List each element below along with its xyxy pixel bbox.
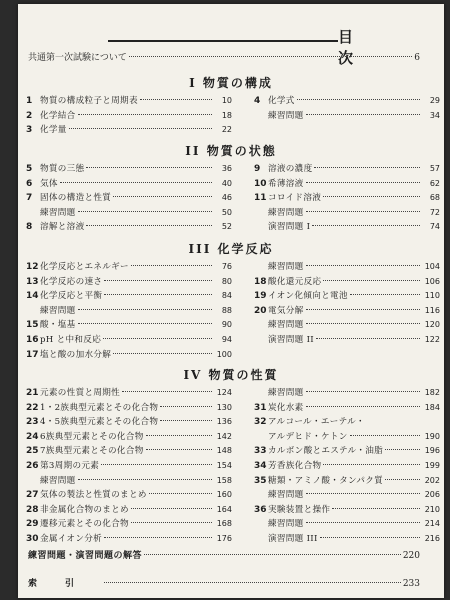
dot-leader xyxy=(78,211,212,212)
entry-label: 練習問題 xyxy=(268,490,304,501)
toc-entry xyxy=(254,415,440,430)
toc-entry xyxy=(254,304,440,319)
header-rule xyxy=(108,40,338,42)
chapter-number: 25 xyxy=(26,446,39,457)
toc-entry xyxy=(26,401,232,416)
dot-leader xyxy=(101,464,212,465)
chapter-number: 32 xyxy=(254,417,267,428)
page-number: 142 xyxy=(216,431,232,441)
toc-entry xyxy=(26,386,232,401)
page-number: 214 xyxy=(424,519,440,529)
entry-label: 塩と酸の加水分解 xyxy=(40,349,112,360)
entry-label: 化学反応と平衡 xyxy=(40,291,103,302)
toc-entry xyxy=(254,109,440,124)
toc-entry xyxy=(26,415,232,430)
footer-entry xyxy=(28,548,420,561)
chapter-number: 36 xyxy=(254,504,267,515)
entry-label: 索引 xyxy=(28,579,103,589)
entry-label: 芳香族化合物 xyxy=(268,460,322,471)
entry-label: 練習問題 xyxy=(268,519,304,530)
dot-leader xyxy=(306,182,420,183)
page-number: 100 xyxy=(216,349,232,359)
page-number: 57 xyxy=(429,164,440,173)
toc-entry xyxy=(26,109,232,124)
page-number: 160 xyxy=(216,490,232,500)
page-number: 164 xyxy=(216,504,232,514)
page-number: 233 xyxy=(402,579,420,589)
entry-label: 化学量 xyxy=(40,125,67,136)
section-title: II 物質の状態 xyxy=(185,144,277,158)
page-number: 72 xyxy=(429,207,440,217)
entry-label: 練習問題 xyxy=(40,207,76,218)
entry-label: 物質の構成粒子と周期表 xyxy=(40,96,138,106)
chapter-number: 35 xyxy=(254,475,267,486)
toc-entry xyxy=(254,444,440,459)
page-number: 148 xyxy=(216,446,232,456)
page-number: 124 xyxy=(216,388,232,397)
footer-entry xyxy=(28,576,420,589)
entry-label: 気体 xyxy=(40,178,58,189)
entry-label: 元素の性質と周期性 xyxy=(40,388,121,398)
page-number: 130 xyxy=(216,402,232,412)
entry-label: 固体の構造と性質 xyxy=(40,193,112,204)
toc-entry xyxy=(254,275,440,290)
entry-label: 練習問題 xyxy=(268,262,304,272)
dot-leader xyxy=(350,294,420,295)
page-number: 84 xyxy=(221,291,232,301)
page-number: 154 xyxy=(216,460,232,470)
section-title: I 物質の構成 xyxy=(189,76,273,90)
page-number: 40 xyxy=(221,178,232,188)
entry-label: 糖類・アミノ酸・タンパク質 xyxy=(268,475,384,486)
entry-label: 練習問題 xyxy=(268,207,304,218)
entry-label: 化学反応とエネルギー xyxy=(40,262,129,272)
toc-entry xyxy=(254,532,440,547)
entry-label: 電気分解 xyxy=(268,305,304,316)
toc-entry xyxy=(26,488,232,503)
dot-leader xyxy=(69,128,212,129)
dot-leader xyxy=(306,323,420,324)
toc-entry xyxy=(26,459,232,474)
preface-page: 6 xyxy=(414,53,420,63)
toc-entry xyxy=(26,348,232,363)
dot-leader xyxy=(314,167,420,168)
chapter-number: 19 xyxy=(254,291,267,302)
toc-entry xyxy=(26,220,232,235)
toc-entry xyxy=(26,532,232,547)
toc-entry xyxy=(26,191,232,206)
page-number: 182 xyxy=(424,388,440,397)
dot-leader xyxy=(149,493,212,494)
page-number: 176 xyxy=(216,533,232,543)
dot-leader xyxy=(160,420,212,421)
chapter-number: 26 xyxy=(26,460,39,471)
toc-column-right xyxy=(254,162,440,235)
dot-leader xyxy=(144,554,401,555)
toc-entry xyxy=(26,162,232,177)
toc-entry xyxy=(254,162,440,177)
dot-leader xyxy=(131,265,212,266)
page-number: 196 xyxy=(424,446,440,456)
chapter-number: 9 xyxy=(254,164,261,174)
page-number: 46 xyxy=(221,193,232,203)
chapter-number: 8 xyxy=(26,222,33,233)
page-number: 80 xyxy=(221,276,232,286)
page-number: 168 xyxy=(216,519,232,529)
entry-label: アルデヒド・ケトン xyxy=(268,431,348,442)
entry-label: カルボン酸とエステル・油脂 xyxy=(268,446,384,457)
entry-label: 練習問題 xyxy=(40,305,76,316)
preface-entry xyxy=(28,50,420,63)
toc-entry xyxy=(254,430,440,445)
chapter-number: 2 xyxy=(26,110,33,121)
entry-label: pH と中和反応 xyxy=(40,334,102,345)
entry-label: 酸・塩基 xyxy=(40,320,76,331)
chapter-number: 1 xyxy=(26,96,33,106)
toc-entry xyxy=(26,206,232,221)
entry-label: 練習問題 xyxy=(268,110,304,121)
entry-label: 練習問題 xyxy=(268,320,304,331)
page-number: 76 xyxy=(221,262,232,271)
toc-entry xyxy=(254,289,440,304)
page-number: 90 xyxy=(221,320,232,330)
page-number: 136 xyxy=(216,417,232,427)
entry-label: 6族典型元素とその化合物 xyxy=(40,431,144,442)
entry-label: 4・5族典型元素とその化合物 xyxy=(40,417,159,428)
section-title: IV 物質の性質 xyxy=(183,368,279,382)
chapter-number: 18 xyxy=(254,276,267,287)
toc-entry xyxy=(26,318,232,333)
dot-leader xyxy=(385,449,420,450)
page-number: 34 xyxy=(429,110,440,120)
page-number: 216 xyxy=(424,533,440,543)
page-number: 36 xyxy=(221,164,232,173)
toc-entry xyxy=(254,318,440,333)
dot-leader xyxy=(332,508,420,509)
dot-leader xyxy=(306,406,420,407)
page-number: 10 xyxy=(221,96,232,105)
entry-label: 練習問題 xyxy=(268,388,304,398)
dot-leader xyxy=(113,353,212,354)
page-number: 220 xyxy=(402,551,420,561)
toc-entry xyxy=(254,206,440,221)
page-number: 52 xyxy=(221,222,232,232)
page-number: 210 xyxy=(424,504,440,514)
page-number: 184 xyxy=(424,402,440,412)
entry-label: 気体の製法と性質のまとめ xyxy=(40,490,147,501)
toc-column-left xyxy=(26,94,232,138)
toc-entry xyxy=(26,177,232,192)
entry-label: 遷移元素とその化合物 xyxy=(40,519,129,530)
dot-leader xyxy=(306,265,420,266)
toc-entry xyxy=(26,304,232,319)
page-number: 202 xyxy=(424,475,440,485)
page-number: 104 xyxy=(424,262,440,271)
page-number: 120 xyxy=(424,320,440,330)
page-number: 29 xyxy=(429,96,440,105)
dot-leader xyxy=(104,294,212,295)
toc-entry xyxy=(26,430,232,445)
page-number: 74 xyxy=(429,222,440,232)
chapter-number: 10 xyxy=(254,178,267,189)
dot-leader xyxy=(385,479,420,480)
entry-label: 溶液の濃度 xyxy=(268,164,313,174)
dot-leader xyxy=(306,493,420,494)
toc-entry xyxy=(26,474,232,489)
page-number: 116 xyxy=(424,305,440,315)
toc-entry xyxy=(254,517,440,532)
page-number: 50 xyxy=(221,207,232,217)
toc-entry xyxy=(26,503,232,518)
chapter-number: 14 xyxy=(26,291,39,302)
entry-label: 1・2族典型元素とその化合物 xyxy=(40,402,159,413)
dot-leader xyxy=(306,211,420,212)
entry-label: 7族典型元素とその化合物 xyxy=(40,446,144,457)
toc-entry xyxy=(254,401,440,416)
section-title: III 化学反応 xyxy=(188,242,274,256)
entry-label: 演習問題 III xyxy=(268,533,318,544)
dot-leader xyxy=(78,114,212,115)
entry-label: 実験装置と操作 xyxy=(268,504,331,515)
dot-leader xyxy=(131,508,212,509)
chapter-number: 31 xyxy=(254,402,267,413)
dot-leader xyxy=(306,522,420,523)
page-number: 106 xyxy=(424,276,440,286)
chapter-number: 20 xyxy=(254,305,267,316)
chapter-number: 22 xyxy=(26,402,39,413)
dot-leader xyxy=(323,196,420,197)
entry-label: コロイド溶液 xyxy=(268,193,322,204)
chapter-number: 17 xyxy=(26,349,39,360)
page-number: 68 xyxy=(429,193,440,203)
dot-leader xyxy=(78,479,212,480)
chapter-number: 3 xyxy=(26,125,33,136)
toc-column-right xyxy=(254,260,440,348)
toc-entry xyxy=(26,94,232,109)
page-number: 158 xyxy=(216,475,232,485)
entry-label: 酸化還元反応 xyxy=(268,276,322,287)
toc-entry xyxy=(254,94,440,109)
chapter-number: 15 xyxy=(26,320,39,331)
chapter-number: 33 xyxy=(254,446,267,457)
entry-label: 練習問題 xyxy=(40,475,76,486)
dot-leader xyxy=(323,280,420,281)
toc-entry xyxy=(26,123,232,138)
chapter-number: 6 xyxy=(26,178,33,189)
page-header xyxy=(108,26,444,67)
dot-leader xyxy=(312,225,420,226)
toc-column-left xyxy=(26,260,232,362)
entry-label: 炭化水素 xyxy=(268,402,304,413)
page-number: 110 xyxy=(424,291,440,301)
chapter-number: 16 xyxy=(26,334,39,345)
entry-label: 演習問題 II xyxy=(268,334,314,345)
dot-leader xyxy=(78,309,212,310)
toc-entry xyxy=(254,260,440,275)
dot-leader xyxy=(104,280,212,281)
dot-leader xyxy=(160,406,212,407)
dot-leader xyxy=(350,435,420,436)
toc-entry xyxy=(26,333,232,348)
toc-entry xyxy=(254,459,440,474)
entry-label: 物質の三態 xyxy=(40,164,85,174)
toc-column-left xyxy=(26,386,232,547)
toc-entry xyxy=(254,386,440,401)
chapter-number: 28 xyxy=(26,504,39,515)
entry-label: 化学結合 xyxy=(40,110,76,121)
page-number: 199 xyxy=(424,460,440,470)
toc-entry xyxy=(26,444,232,459)
chapter-number: 4 xyxy=(254,96,261,106)
dot-leader xyxy=(131,522,212,523)
dot-leader xyxy=(60,182,212,183)
toc-entry xyxy=(254,333,440,348)
entry-label: 化学反応の速さ xyxy=(40,276,103,287)
chapter-number: 7 xyxy=(26,193,33,204)
dot-leader xyxy=(323,464,420,465)
page-number: 22 xyxy=(221,125,232,135)
dot-leader xyxy=(129,56,412,57)
dot-leader xyxy=(306,391,420,392)
page-number: 122 xyxy=(424,334,440,344)
chapter-number: 29 xyxy=(26,519,39,530)
toc-column-left xyxy=(26,162,232,235)
entry-label: 第3周期の元素 xyxy=(40,460,100,471)
dot-leader xyxy=(297,99,420,100)
dot-leader xyxy=(146,449,212,450)
chapter-number: 5 xyxy=(26,164,33,174)
dot-leader xyxy=(306,309,420,310)
dot-leader xyxy=(320,537,420,538)
chapter-number: 23 xyxy=(26,417,39,428)
toc-entry xyxy=(26,275,232,290)
toc-column-right xyxy=(254,386,440,547)
chapter-number: 27 xyxy=(26,490,39,501)
entry-label: 演習問題 I xyxy=(268,222,311,233)
dot-leader xyxy=(103,338,212,339)
dot-leader xyxy=(146,435,212,436)
preface-label: 共通第一次試験について xyxy=(28,53,127,63)
dot-leader xyxy=(122,391,212,392)
page-number: 206 xyxy=(424,490,440,500)
entry-label: 溶解と溶液 xyxy=(40,222,85,233)
dot-leader xyxy=(86,225,212,226)
page-number: 94 xyxy=(221,334,232,344)
chapter-number: 13 xyxy=(26,276,39,287)
page-number: 62 xyxy=(429,178,440,188)
toc-entry xyxy=(254,220,440,235)
chapter-number: 21 xyxy=(26,388,39,398)
toc-entry xyxy=(26,260,232,275)
chapter-number: 11 xyxy=(254,193,267,204)
dot-leader xyxy=(113,196,212,197)
page-number: 190 xyxy=(424,431,440,441)
toc-entry xyxy=(254,488,440,503)
document-page xyxy=(18,4,444,598)
dot-leader xyxy=(104,537,212,538)
dot-leader xyxy=(140,99,212,100)
entry-label: 金属イオン分析 xyxy=(40,533,102,544)
dot-leader xyxy=(306,114,420,115)
toc-entry xyxy=(254,474,440,489)
toc-entry xyxy=(254,177,440,192)
chapter-number: 24 xyxy=(26,431,39,442)
toc-entry xyxy=(254,191,440,206)
dot-leader xyxy=(104,582,401,583)
toc-column-right xyxy=(254,94,440,123)
chapter-number: 12 xyxy=(26,262,39,272)
entry-label: 化学式 xyxy=(268,96,295,106)
chapter-number: 34 xyxy=(254,460,267,471)
toc-entry xyxy=(26,517,232,532)
entry-label: 希薄溶液 xyxy=(268,178,304,189)
page-number: 18 xyxy=(221,110,232,120)
dot-leader xyxy=(316,338,420,339)
entry-label: 非金属化合物のまとめ xyxy=(40,504,129,515)
page-title: 目次 xyxy=(338,28,394,67)
entry-label: アルコール・エーテル・ xyxy=(268,417,365,428)
chapter-number: 30 xyxy=(26,533,39,544)
dot-leader xyxy=(78,323,212,324)
entry-label: 練習問題・演習問題の解答 xyxy=(28,551,143,561)
toc-entry xyxy=(26,289,232,304)
entry-label: イオン化傾向と電池 xyxy=(268,291,348,302)
toc-entry xyxy=(254,503,440,518)
dot-leader xyxy=(86,167,212,168)
page-number: 88 xyxy=(221,305,232,315)
